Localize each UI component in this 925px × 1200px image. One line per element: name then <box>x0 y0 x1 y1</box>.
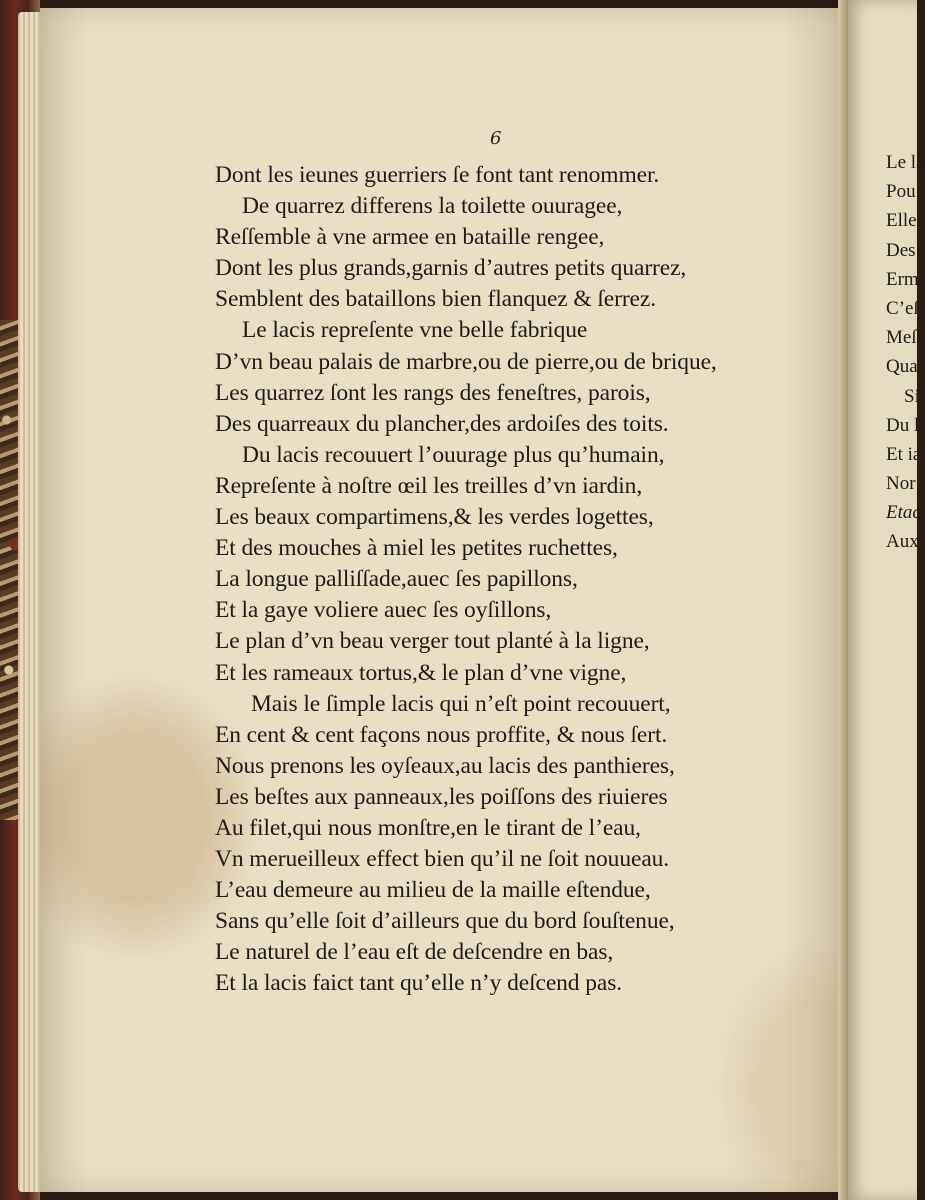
poem-line: Dont les ieunes guerriers ſe font tant renommer. <box>215 162 660 188</box>
poem-line: Mais le ſimple lacis qui n’eſt point recouuert, <box>251 690 671 717</box>
poem-line: Du lacis recouuert l’ouurage plus qu’humain, <box>242 441 665 468</box>
poem-line: Le naturel de l’eau eſt de deſcendre en bas, <box>215 939 614 966</box>
poem-line: Les beaux compartimens,& les verdes logettes, <box>215 504 654 531</box>
poem-line: Au filet,qui nous monſtre,en le tirant de l’eau, <box>215 814 641 841</box>
facing-page-line: Elle <box>886 210 917 232</box>
poem-line: Et la gaye voliere auec ſes oyſillons, <box>215 597 552 624</box>
facing-page-line: Et ia <box>886 443 922 465</box>
page-number: 6 <box>490 128 502 149</box>
facing-page-line: Des <box>886 239 916 261</box>
poem-line: Dont les plus grands,garnis d’autres petits quarrez, <box>215 255 687 282</box>
facing-page-line: C’eſ <box>886 297 919 319</box>
poem-line: Les beſtes aux panneaux,les poiſſons des riuieres <box>215 783 668 810</box>
poem-line: Nous prenons les oyſeaux,au lacis des panthieres, <box>215 752 675 779</box>
poem-line: Les quarrez ſont les rangs des feneſtres, parois, <box>215 379 651 406</box>
facing-page-line: Erm <box>886 268 919 290</box>
poem-line: Repreſente à noſtre œil les treilles d’vn iardin, <box>215 472 643 499</box>
facing-page-line: Nor <box>886 473 916 495</box>
poem-line: En cent & cent façons nous proffite, & nous ſert. <box>215 721 668 748</box>
poem-line: Le lacis repreſente vne belle fabrique <box>242 317 588 344</box>
poem-line: Et des mouches à miel les petites ruchettes, <box>215 535 618 562</box>
poem-line: Reſſemble à vne armee en bataille rengee, <box>215 224 605 251</box>
poem-line: Le plan d’vn beau verger tout planté à la ligne, <box>215 628 650 655</box>
facing-page-line: Etac <box>886 502 921 524</box>
facing-page-line: Le la <box>886 152 925 173</box>
poem-line: D’vn beau palais de marbre,ou de pierre,ou de brique, <box>215 348 717 375</box>
poem-line: La longue palliſſade,auec ſes papillons, <box>215 566 578 593</box>
poem-line: L’eau demeure au milieu de la maille eſtendue, <box>215 877 651 904</box>
facing-page-text <box>886 148 925 557</box>
poem-text <box>215 160 717 1000</box>
poem-line: De quarrez differens la toilette ouuragee, <box>242 193 623 220</box>
facing-page-line: Aux <box>886 531 919 553</box>
poem-line: Des quarreaux du plancher,des ardoiſes des toits. <box>215 410 669 437</box>
facing-page-line: Pou <box>886 181 916 203</box>
poem-line: Sans qu’elle ſoit d’ailleurs que du bord ſouſtenue, <box>215 908 675 935</box>
facing-page-line: Du l <box>886 414 920 436</box>
facing-page-line: Qua <box>886 356 918 378</box>
poem-line: Vn merueilleux effect bien qu’il ne ſoit nouueau. <box>215 846 670 873</box>
facing-page-line: Si <box>904 385 920 407</box>
poem-line: Et la lacis faict tant qu’elle n’y deſcend pas. <box>215 970 623 997</box>
poem-line: Semblent des bataillons bien flanquez & ſerrez. <box>215 286 656 313</box>
facing-page-line: Meſ <box>886 327 917 349</box>
poem-line: Et les rameaux tortus,& le plan d’vne vigne, <box>215 659 627 686</box>
